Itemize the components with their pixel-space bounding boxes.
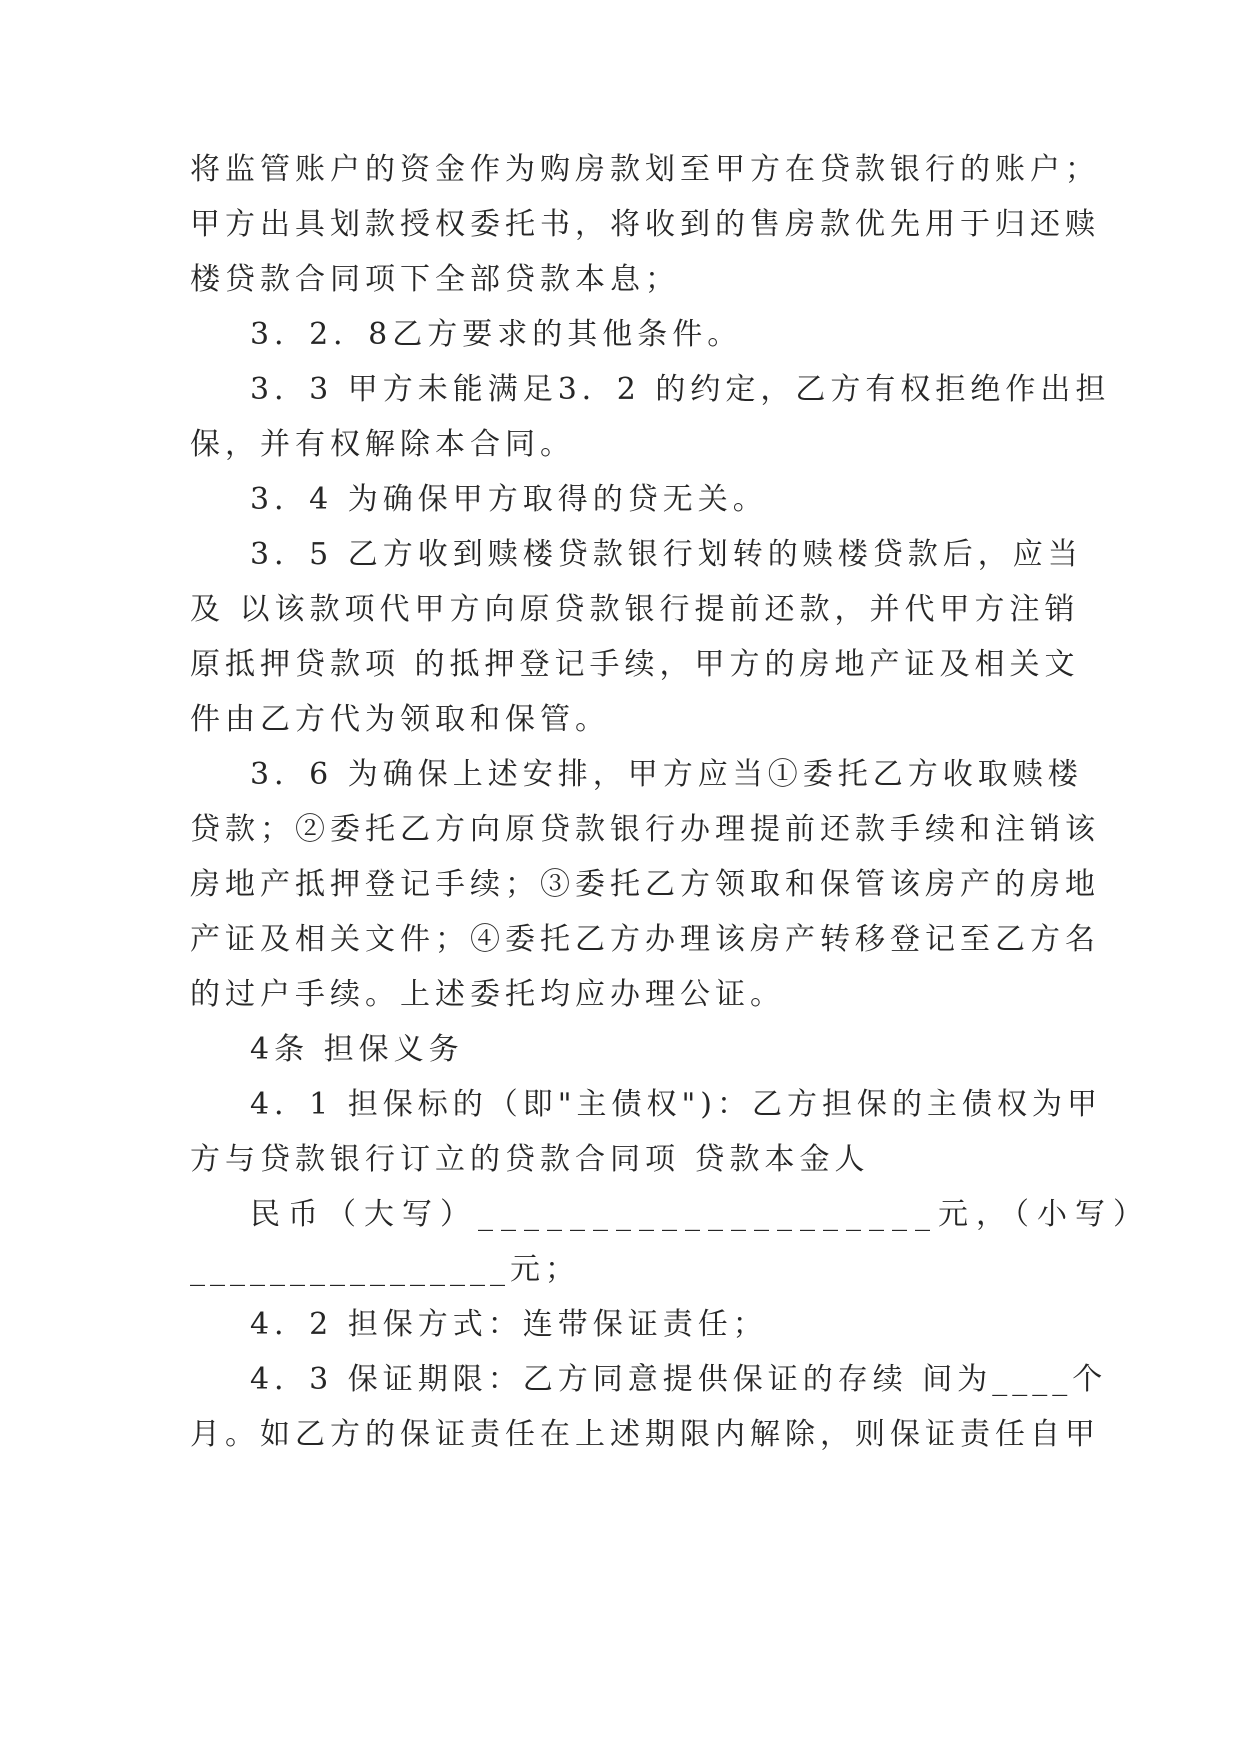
section-heading: 4条 担保义务 [250, 1032, 464, 1067]
text-line: 方与贷款银行订立的贷款合同项 贷款本金人 [190, 1142, 870, 1177]
text-line: 及 以该款项代甲方向原贷款银行提前还款，并代甲方注销 [190, 592, 1080, 627]
text-line: 产证及相关文件；④委托乙方办理该房产转移登记至乙方名 [190, 922, 1100, 957]
text-line: 房地产抵押登记手续；③委托乙方领取和保管该房产的房地 [190, 867, 1100, 902]
text-line: ________________元； [190, 1252, 580, 1287]
text-line: 件由乙方代为领取和保管。 [190, 702, 610, 737]
text-line: 楼贷款合同项下全部贷款本息； [190, 262, 680, 297]
text-line: 原抵押贷款项 的抵押登记手续，甲方的房地产证及相关文 [190, 647, 1080, 682]
text-line: 3．2．8乙方要求的其他条件。 [250, 317, 743, 352]
text-line: 3．4 为确保甲方取得的贷无关。 [250, 482, 768, 517]
text-line: 4．2 担保方式：连带保证责任； [250, 1307, 768, 1342]
text-line: 保，并有权解除本合同。 [190, 427, 575, 462]
text-line: 甲方出具划款授权委托书，将收到的售房款优先用于归还赎 [190, 207, 1100, 242]
text-line: 4．1 担保标的（即"主债权")：乙方担保的主债权为甲 [250, 1087, 1103, 1122]
text-line: 3．5 乙方收到赎楼贷款银行划转的赎楼贷款后，应当 [250, 537, 1083, 572]
text-line: 将监管账户的资金作为购房款划至甲方在贷款银行的账户； [190, 152, 1100, 187]
text-line: 民币（大写）____________________元，（小写） [250, 1197, 1151, 1232]
text-line: 3．6 为确保上述安排，甲方应当①委托乙方收取赎楼 [250, 757, 1083, 792]
text-line: 3．3 甲方未能满足3．2 的约定，乙方有权拒绝作出担 [250, 372, 1111, 407]
text-line: 贷款；②委托乙方向原贷款银行办理提前还款手续和注销该 [190, 812, 1100, 847]
text-line: 的过户手续。上述委托均应办理公证。 [190, 977, 785, 1012]
text-line: 4．3 保证期限：乙方同意提供保证的存续 间为____个 [250, 1362, 1108, 1397]
text-line: 月。如乙方的保证责任在上述期限内解除，则保证责任自甲 [190, 1417, 1100, 1452]
